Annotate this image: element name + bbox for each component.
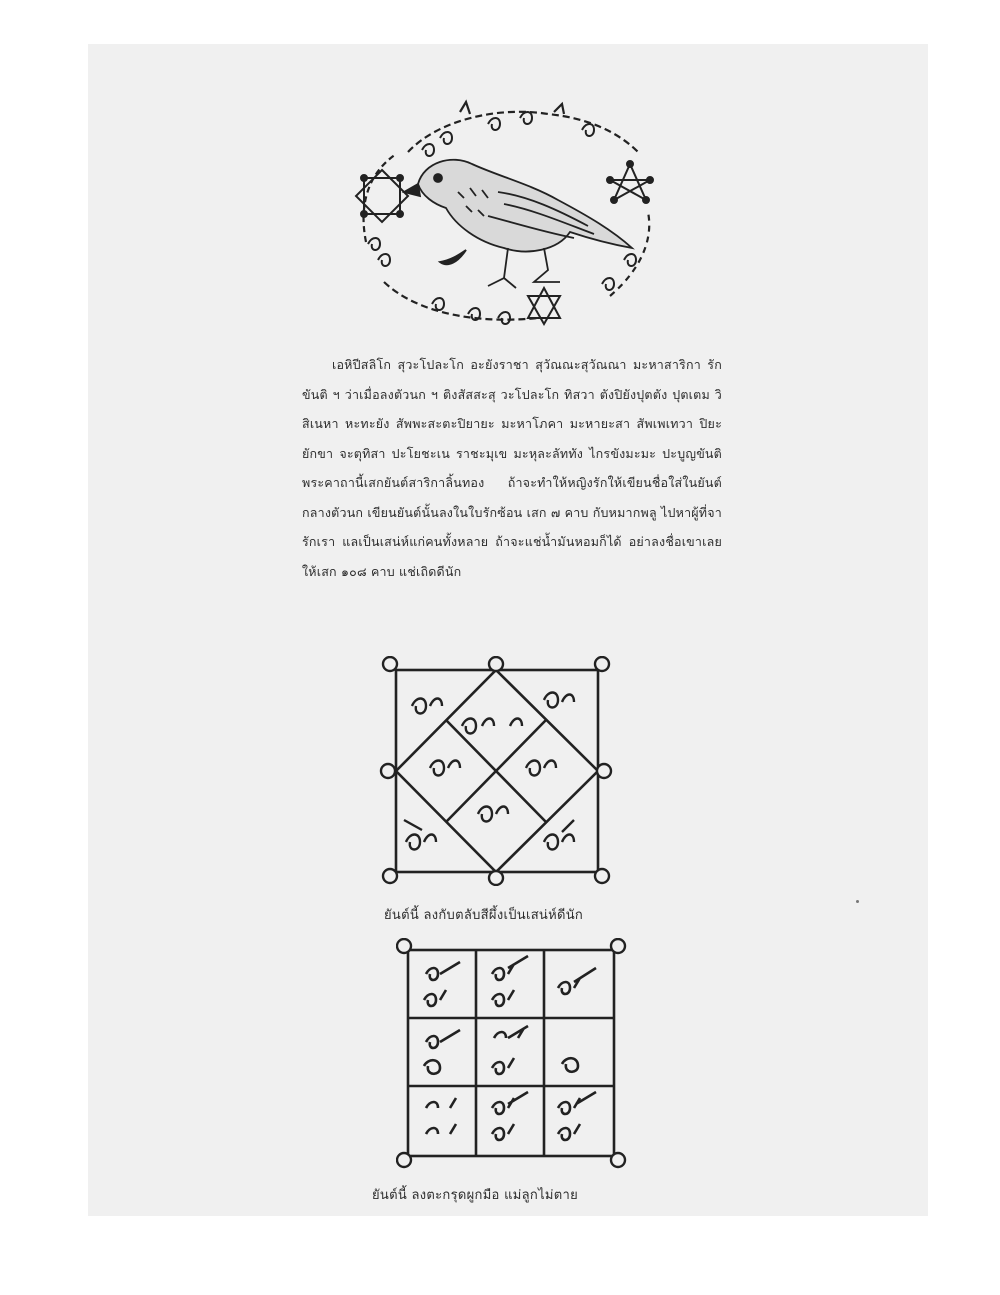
left-square-yantra	[356, 170, 408, 222]
yantra1-caption: ยันต์นี้ ลงกับตลับสีผึ้งเป็นเสน่ห์ดีนัก	[384, 908, 584, 923]
sarika-bird-illustration	[348, 92, 668, 340]
right-star-yantra	[607, 161, 653, 203]
grid-yantra	[396, 938, 636, 1178]
bird-figure	[404, 160, 632, 288]
yantra2-corner-loops	[397, 939, 625, 1167]
yantra2-caption: ยันต์นี้ ลงตะกรุดผูกมือ แม่ลูกไม่ตาย	[372, 1188, 579, 1203]
paragraph-text: เอหิปีสลิโก สุวะโปละโก อะยังราชา สุวัณณะสุวัณณา มะหาสาริกา รักขันติ ฯ ว่าเมื่อลงตัวนก ฯ ติงสัสสะสุ วะโปละโก ทิสวา ตังปิยังปุตตัง ปุตเตม วิสิเนหา หะทะยัง สัพพะสะตะปิยายะ มะหาโภคา มะหายะสา สัพเพเทวา ปิยะยักขา จะตุทิสา ปะโยชะเน ราชะมุเข มะหุละลัททัง ไกรขังมะมะ ปะบูญขันติ พระคาถานี้เสกยันต์สาริกาลิ้นทอง ถ้าจะทำให้หญิงรักให้เขียนชื่อใส่ในยันต์กลางตัวนก เขียนยันต์นั้นลงในใบรักซ้อน เสก ๗ คาบ กับหมากพลู ไปหาผู้ที่จารักเรา แลเป็นเสน่ห์แก่คนทั้งหลาย ถ้าจะแช่น้ำมันหอมก็ได้ อย่าลงชื่อเขาเลย ให้เสก ๑๐๘ คาบ แช่เถิดดีนัก	[302, 357, 722, 579]
yantra2-frame	[408, 950, 614, 1156]
yantra1-inscriptions	[404, 693, 574, 850]
yantra2-grid-lines	[408, 950, 614, 1156]
paper-speck	[856, 900, 859, 903]
bottom-star-yantra	[528, 288, 560, 324]
incantation-paragraph	[302, 350, 722, 586]
diamond-yantra	[378, 656, 614, 886]
yantra2-numeral-inscriptions	[424, 956, 596, 1140]
